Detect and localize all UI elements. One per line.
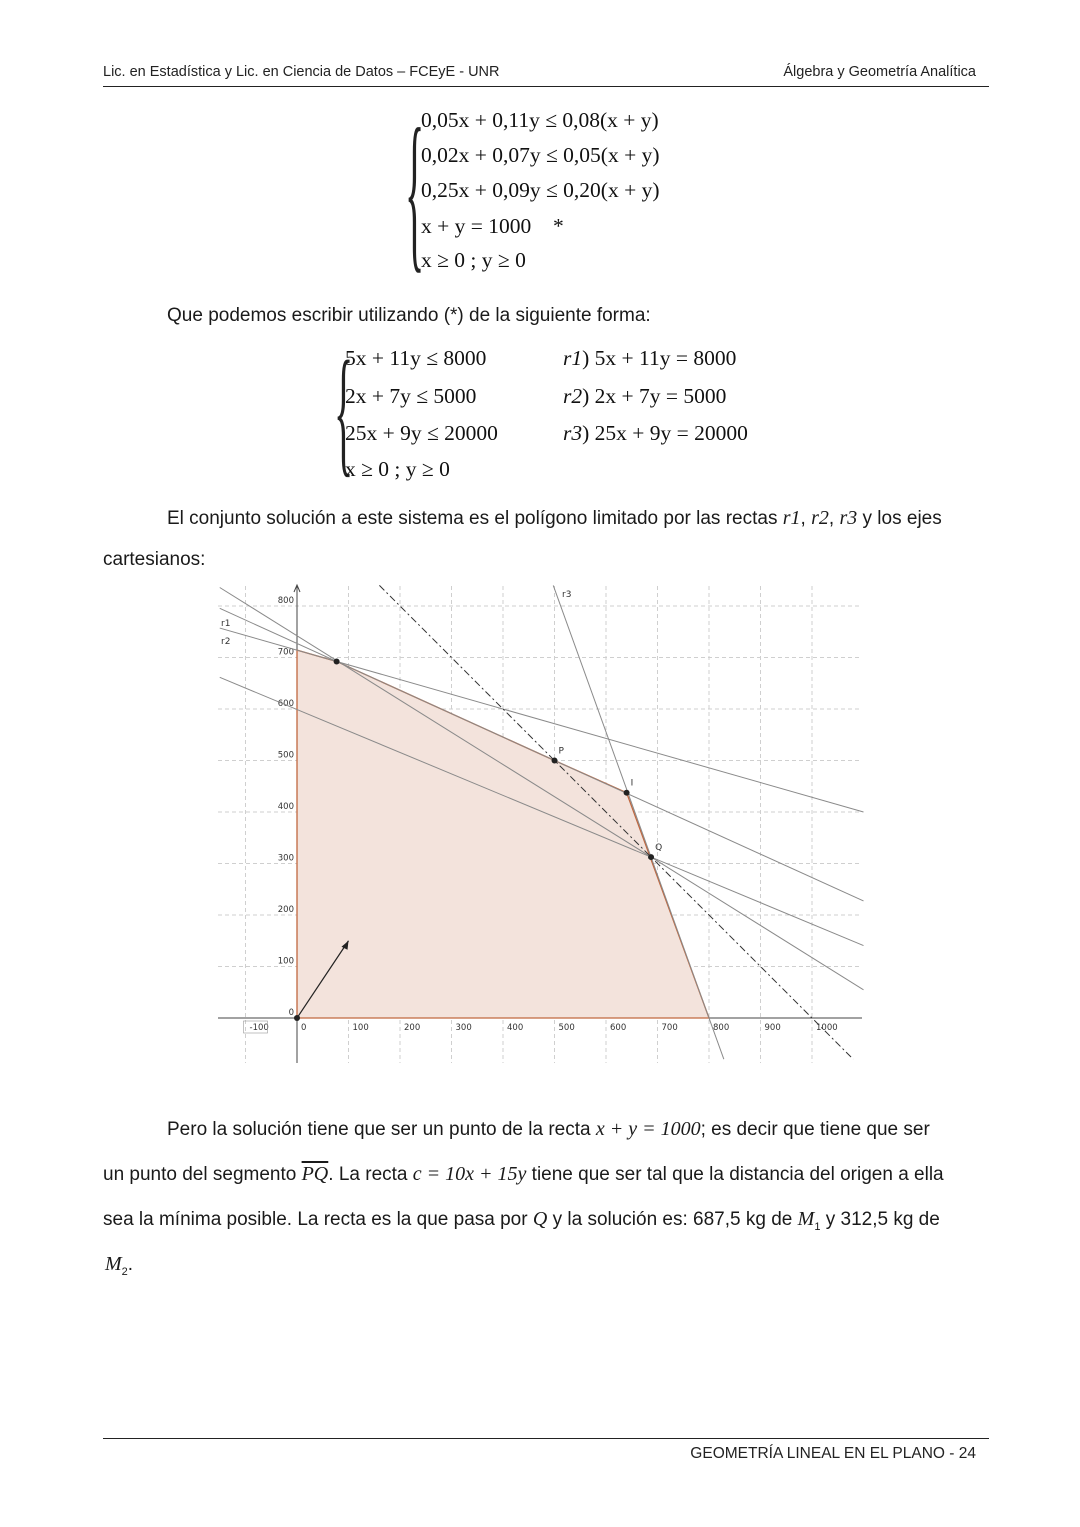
x-tick-label: 1000 (816, 1023, 838, 1033)
system1-line-3: 0,25x + 0,09y ≤ 0,20(x + y) (421, 178, 660, 202)
y-tick-label: 0 (288, 1008, 294, 1018)
paragraph-2-cont: cartesianos: (103, 549, 206, 570)
feasible-region-graph (200, 578, 880, 1068)
system2-line-3: 25x + 9y ≤ 20000 (345, 421, 498, 445)
y-tick-label: 800 (277, 596, 294, 606)
header-rule (103, 86, 989, 87)
x-tick-label: 0 (301, 1023, 307, 1033)
x-tick-label: 300 (455, 1023, 472, 1033)
line-def-r3: r3) 25x + 9y = 20000 (563, 421, 748, 445)
system2-line-1: 5x + 11y ≤ 8000 (345, 346, 487, 370)
line-label-r2: r2 (221, 637, 231, 647)
line-label-r3: r3 (562, 590, 572, 600)
x-tick-label: 600 (610, 1023, 627, 1033)
x-tick-label: 900 (764, 1023, 781, 1033)
vertex-point (334, 658, 340, 664)
header-left: Lic. en Estadística y Lic. en Ciencia de Datos – FCEyE - UNR (103, 64, 500, 80)
vertex-point (624, 790, 630, 796)
paragraph-3-line-2: un punto del segmento $\overline{PQ}$. La recta c = 10x + 15y tiene que ser tal que la distancia del origen a ella (103, 1163, 944, 1185)
footer-page-label: GEOMETRÍA LINEAL EN EL PLANO - 24 (690, 1445, 976, 1462)
system1-line-4: x + y = 1000 (421, 214, 532, 238)
header-right: Álgebra y Geometría Analítica (783, 64, 976, 80)
paragraph-2: El conjunto solución a este sistema es el polígono limitado por las rectas r1, r2, r3 y los ejes (167, 507, 942, 529)
system1-line-1: 0,05x + 0,11y ≤ 0,08(x + y) (421, 108, 659, 132)
x-tick-label: -100 (249, 1023, 269, 1033)
line-def-r2: r2) 2x + 7y = 5000 (563, 384, 727, 408)
vertex-point (648, 854, 654, 860)
system1-line-2: 0,02x + 0,07y ≤ 0,05(x + y) (421, 143, 660, 167)
paragraph-3-line-4: $M_2$. (105, 1253, 134, 1278)
system1-line-5: x ≥ 0 ; y ≥ 0 (421, 248, 526, 272)
system2-line-4: x ≥ 0 ; y ≥ 0 (345, 457, 450, 481)
system2-line-2: 2x + 7y ≤ 5000 (345, 384, 477, 408)
line-label-r1: r1 (221, 619, 231, 629)
paragraph-3-line-3: sea la mínima posible. La recta es la que pasa por Q y la solución es: 687,5 kg de $M_1$ y 312,5 kg de (103, 1208, 940, 1233)
system1-brace: { (405, 90, 425, 289)
x-tick-label: 800 (713, 1023, 730, 1033)
y-tick-label: 700 (277, 647, 294, 658)
x-tick-label: 700 (661, 1023, 678, 1033)
x-tick-label: 100 (352, 1023, 369, 1033)
paragraph-3-line-1: Pero la solución tiene que ser un punto de la recta x + y = 1000; es decir que tiene que ser (167, 1118, 930, 1140)
vertex-point (552, 758, 558, 764)
y-tick-label: 200 (277, 905, 294, 915)
x-tick-label: 200 (404, 1023, 421, 1033)
line-def-r1: r1) 5x + 11y = 8000 (563, 346, 737, 370)
paragraph-1: Que podemos escribir utilizando (*) de la siguiente forma: (167, 305, 651, 326)
y-tick-label: 100 (277, 956, 294, 967)
point-label: P (558, 746, 564, 757)
y-tick-label: 300 (277, 853, 294, 864)
system1-star: * (553, 214, 564, 238)
vertex-point (294, 1015, 300, 1021)
x-tick-label: 500 (558, 1023, 575, 1033)
y-tick-label: 600 (277, 699, 294, 709)
y-tick-label: 500 (277, 750, 294, 761)
y-tick-label: 400 (277, 802, 294, 812)
system2-brace: { (334, 330, 354, 491)
point-label: I (630, 778, 634, 789)
point-label: Q (655, 843, 663, 854)
x-tick-label: 400 (507, 1023, 524, 1033)
footer-rule (103, 1438, 989, 1439)
